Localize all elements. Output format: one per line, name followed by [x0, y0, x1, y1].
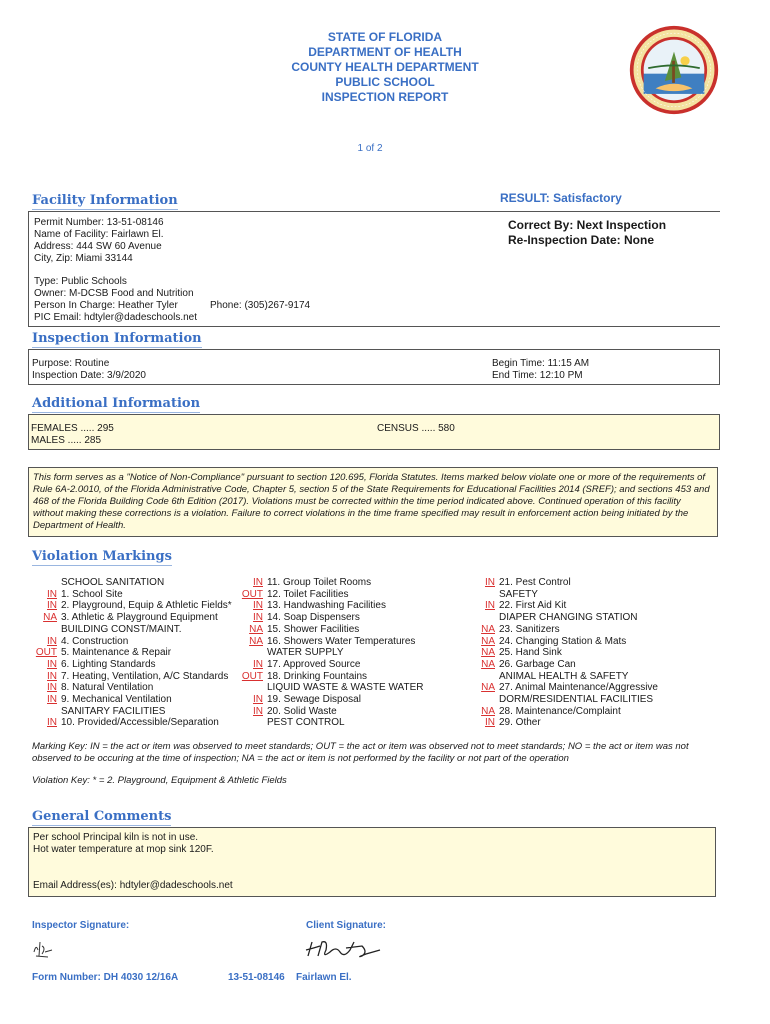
person-in-charge: Person In Charge: Heather Tyler: [34, 300, 178, 311]
general-comments-box: [28, 827, 716, 897]
header-state: STATE OF FLORIDA: [327, 30, 443, 44]
violation-row: [32, 647, 232, 659]
facility-address: Address: 444 SW 60 Avenue: [34, 241, 162, 252]
violation-code: IN: [253, 658, 263, 670]
violation-row: [32, 706, 232, 718]
violation-row: [32, 577, 232, 589]
violation-item: 14. Soap Dispensers: [267, 612, 360, 624]
violation-row: [478, 671, 658, 683]
inspection-section-title: Inspection Information: [32, 331, 202, 346]
violation-item: 3. Athletic & Playground Equipment: [61, 612, 218, 624]
violation-code: [32, 624, 57, 636]
violation-row: [238, 682, 424, 694]
violation-item: 15. Shower Facilities: [267, 623, 360, 635]
reinspection-date: Re-Inspection Date: None: [508, 233, 655, 247]
permit-number: Permit Number: 13-51-08146: [34, 217, 164, 228]
violation-category: SAFETY: [499, 588, 538, 600]
violation-row: [238, 694, 424, 706]
violation-code: [478, 589, 495, 601]
violation-row: [32, 717, 232, 729]
header-department: DEPARTMENT OF HEALTH: [308, 45, 462, 59]
violation-row: [478, 717, 658, 729]
violation-code: IN: [47, 670, 57, 682]
violation-item: 22. First Aid Kit: [499, 600, 567, 612]
violation-item: 5. Maintenance & Repair: [61, 647, 172, 659]
violation-item: 26. Garbage Can: [499, 658, 576, 670]
violation-row: [32, 600, 232, 612]
violation-code: OUT: [241, 670, 263, 682]
violation-category: DIAPER CHANGING STATION: [499, 612, 638, 624]
violation-code: NA: [481, 705, 495, 717]
violation-row: [32, 636, 232, 648]
violation-item: 13. Handwashing Facilities: [267, 600, 386, 612]
violation-code: IN: [47, 682, 57, 694]
violation-item: 23. Sanitizers: [499, 623, 560, 635]
result-status: RESULT: Satisfactory: [500, 191, 622, 205]
violation-item: 10. Provided/Accessible/Separation: [61, 717, 219, 729]
violation-key: Violation Key: * = 2. Playground, Equipment & Athletic Fields: [32, 775, 287, 786]
violation-code: IN: [47, 588, 57, 600]
violation-column-2: [238, 577, 424, 729]
non-compliance-notice: This form serves as a "Notice of Non-Compliance" pursuant to section 120.695, Florida Statutes. Items marked below violate one or more of the requirements of Rule 6A-2.0010, of the Florida Administrative Code, Chapter 5, section 5 of the State Requirements for Educational Facilities 2014 (SREF); and sections 453 and 468 of the Florida Building Code 6th Edition (2017). Violations must be corrected within the time period indicated above. Continued operation of this facility without making these corrections is a violation. Failure to correct violations in the time frame specified may result in enforcement action being initiated by the Department of Health.: [28, 467, 718, 537]
violation-item: 28. Maintenance/Complaint: [499, 705, 621, 717]
violation-row: [478, 647, 658, 659]
violation-row: [238, 577, 424, 589]
violation-item: 25. Hand Sink: [499, 647, 562, 659]
facility-owner: Owner: M-DCSB Food and Nutrition: [34, 288, 194, 299]
violation-code: [478, 694, 495, 706]
violation-item: 2. Playground, Equip & Athletic Fields*: [61, 600, 232, 612]
violation-code: IN: [253, 705, 263, 717]
violation-code: NA: [481, 635, 495, 647]
violation-row: [478, 694, 658, 706]
census-count: CENSUS ..... 580: [377, 423, 455, 434]
violation-code: [478, 671, 495, 683]
violation-code: [32, 577, 57, 589]
comment-line-1: Per school Principal kiln is not in use.: [33, 832, 199, 843]
begin-time: Begin Time: 11:15 AM: [492, 358, 590, 369]
violation-item: 29. Other: [499, 717, 541, 729]
violation-item: 20. Solid Waste: [267, 705, 337, 717]
violation-category: LIQUID WASTE & WASTE WATER: [267, 682, 424, 694]
violation-code: NA: [481, 623, 495, 635]
violation-code: NA: [249, 635, 263, 647]
violation-row: [238, 600, 424, 612]
violation-row: [32, 682, 232, 694]
violation-row: [478, 600, 658, 612]
violation-code: NA: [249, 623, 263, 635]
violation-row: [478, 624, 658, 636]
violation-row: [478, 682, 658, 694]
violation-row: [238, 636, 424, 648]
violation-code: IN: [47, 635, 57, 647]
violation-item: 8. Natural Ventilation: [61, 682, 154, 694]
violation-item: 6. Lighting Standards: [61, 658, 156, 670]
violation-row: [32, 612, 232, 624]
violation-code: IN: [47, 717, 57, 729]
violation-code: IN: [47, 658, 57, 670]
violation-column-3: [478, 577, 658, 729]
violation-item: 7. Heating, Ventilation, A/C Standards: [61, 670, 229, 682]
header-public-school: PUBLIC SCHOOL: [335, 75, 435, 89]
violation-category: PEST CONTROL: [267, 717, 345, 729]
violation-item: 21. Pest Control: [499, 577, 571, 588]
violation-code: IN: [253, 694, 263, 706]
comment-line-2: Hot water temperature at mop sink 120F.: [33, 844, 214, 855]
facility-type: Type: Public Schools: [34, 276, 127, 287]
violation-code: IN: [485, 717, 495, 729]
facility-name: Name of Facility: Fairlawn El.: [34, 229, 164, 240]
violation-item: 17. Approved Source: [267, 658, 361, 670]
violation-row: [32, 659, 232, 671]
form-number: Form Number: DH 4030 12/16A: [32, 972, 179, 983]
violation-item: 4. Construction: [61, 635, 129, 647]
inspector-signature-label: Inspector Signature:: [32, 920, 130, 931]
page-count: 1 of 2: [357, 143, 383, 154]
facility-city-zip: City, Zip: Miami 33144: [34, 253, 133, 264]
violation-item: 18. Drinking Fountains: [267, 670, 368, 682]
violation-code: [32, 706, 57, 718]
facility-section-title: Facility Information: [32, 193, 178, 208]
violation-row: [238, 647, 424, 659]
inspection-date: Inspection Date: 3/9/2020: [32, 370, 146, 381]
comment-email: Email Address(es): hdtyler@dadeschools.net: [33, 880, 233, 891]
violation-row: [32, 671, 232, 683]
violation-code: IN: [47, 694, 57, 706]
violation-section-title: Violation Markings: [32, 549, 172, 564]
footer-facility-name: Fairlawn El.: [296, 972, 352, 983]
client-signature-image: [300, 936, 386, 964]
violation-row: [238, 671, 424, 683]
violation-item: 9. Mechanical Ventilation: [61, 694, 172, 706]
violation-item: 1. School Site: [61, 588, 123, 600]
violation-item: 12. Toilet Facilities: [267, 588, 349, 600]
marking-key: Marking Key: IN = the act or item was observed to meet standards; OUT = the act or item was observed not to meet standards; NO = the act or item was not observed to be occuring at the time of inspection; NA = the act or item is not performed by the facility or not part of the operation: [32, 741, 689, 764]
violation-item: 11. Group Toilet Rooms: [267, 577, 372, 588]
additional-section-title: Additional Information: [32, 396, 201, 411]
violation-row: [238, 624, 424, 636]
header-report-title: INSPECTION REPORT: [321, 90, 449, 104]
violation-row: [32, 589, 232, 601]
violation-row: [238, 589, 424, 601]
violation-row: [238, 706, 424, 718]
violation-row: [238, 659, 424, 671]
violation-row: [478, 577, 658, 589]
violation-row: [478, 589, 658, 601]
comments-section-title: General Comments: [32, 809, 172, 824]
violation-row: [478, 706, 658, 718]
violation-code: [478, 612, 495, 624]
males-count: MALES ..... 285: [31, 435, 102, 446]
violation-code: NA: [481, 658, 495, 670]
violation-code: [238, 717, 263, 729]
client-signature-label: Client Signature:: [306, 920, 387, 931]
violation-code: IN: [253, 600, 263, 612]
violation-code: IN: [47, 600, 57, 612]
females-count: FEMALES ..... 295: [31, 423, 114, 434]
violation-row: [478, 612, 658, 624]
florida-seal-icon: [628, 24, 720, 116]
violation-column-1: [32, 577, 232, 729]
violation-code: NA: [481, 647, 495, 659]
violation-item: 24. Changing Station & Mats: [499, 635, 627, 647]
inspection-purpose: Purpose: Routine: [32, 358, 110, 369]
pic-email: PIC Email: hdtyler@dadeschools.net: [34, 312, 198, 323]
violation-code: IN: [485, 600, 495, 612]
violation-category: SCHOOL SANITATION: [61, 577, 165, 588]
facility-phone: Phone: (305)267-9174: [210, 300, 311, 311]
violation-code: IN: [253, 612, 263, 624]
violation-category: ANIMAL HEALTH & SAFETY: [499, 670, 629, 682]
footer-permit-number: 13-51-08146: [228, 972, 285, 983]
violation-code: IN: [485, 577, 495, 588]
violation-code: [238, 682, 263, 694]
violation-item: 16. Showers Water Temperatures: [267, 635, 416, 647]
violation-item: 19. Sewage Disposal: [267, 694, 361, 706]
violation-row: [478, 636, 658, 648]
additional-info-box: [28, 414, 720, 450]
violation-item: 27. Animal Maintenance/Aggressive: [499, 682, 658, 694]
violation-category: BUILDING CONST/MAINT.: [61, 623, 182, 635]
violation-code: OUT: [241, 588, 263, 600]
violation-row: [238, 717, 424, 729]
end-time: End Time: 12:10 PM: [492, 370, 583, 381]
violation-code: OUT: [35, 647, 57, 659]
violation-row: [478, 659, 658, 671]
violation-category: WATER SUPPLY: [267, 647, 344, 659]
correct-by: Correct By: Next Inspection: [508, 218, 667, 232]
violation-code: NA: [481, 682, 495, 694]
violation-code: NA: [43, 612, 57, 624]
header-county: COUNTY HEALTH DEPARTMENT: [291, 60, 479, 74]
violation-code: [238, 647, 263, 659]
inspector-signature-image: [30, 938, 60, 960]
violation-category: DORM/RESIDENTIAL FACILITIES: [499, 694, 654, 706]
violation-row: [238, 612, 424, 624]
violation-row: [32, 624, 232, 636]
violation-code: IN: [253, 577, 263, 588]
violation-row: [32, 694, 232, 706]
violation-category: SANITARY FACILITIES: [61, 705, 166, 717]
